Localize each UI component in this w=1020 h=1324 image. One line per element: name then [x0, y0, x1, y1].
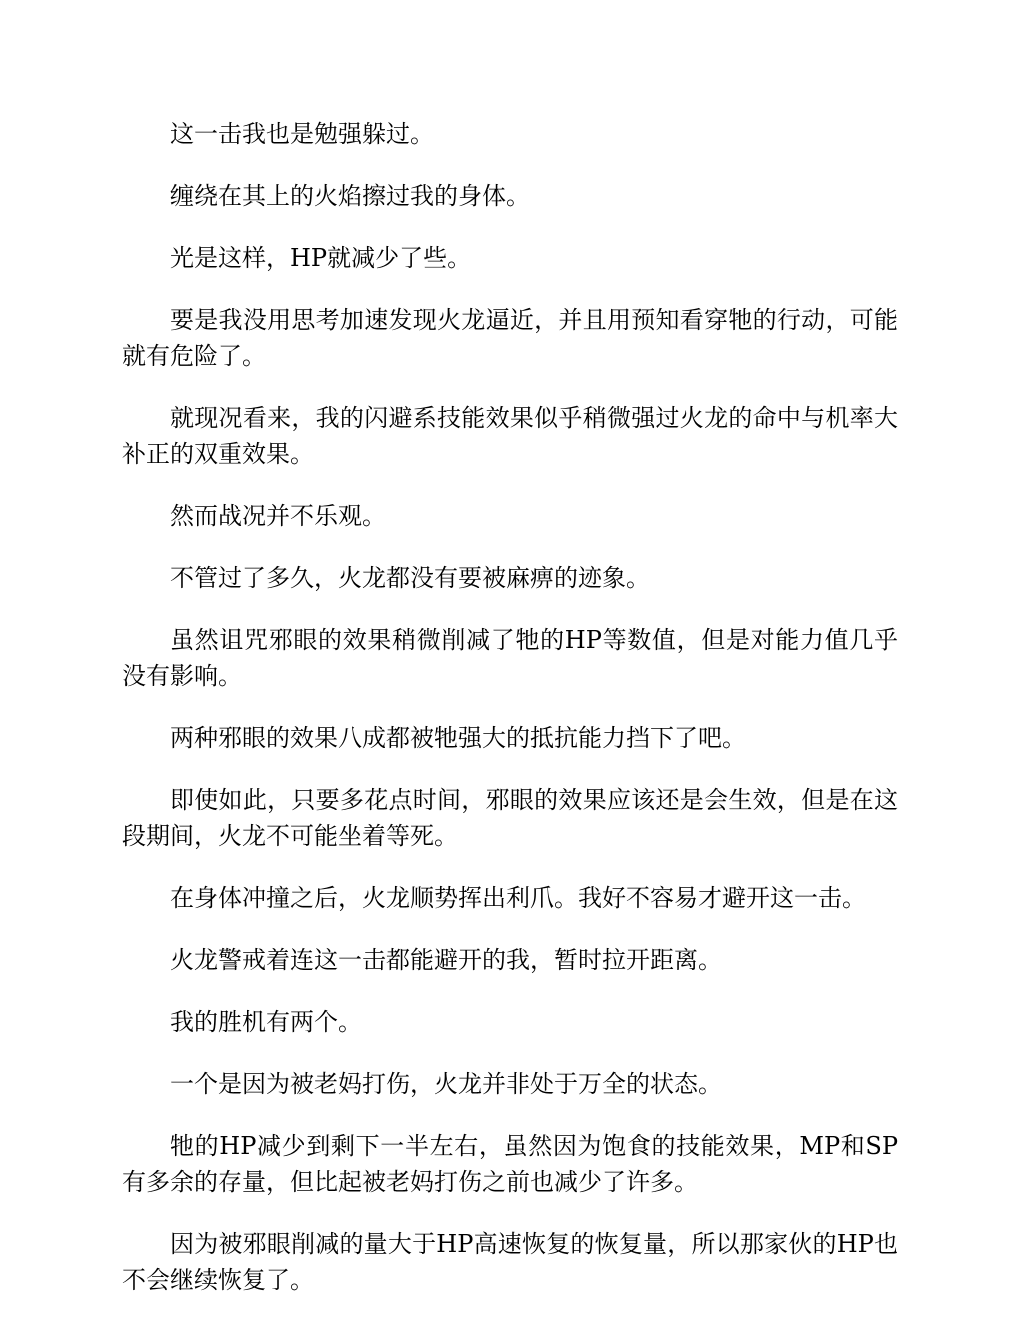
- paragraph: 不管过了多久，火龙都没有要被麻痹的迹象。: [170, 564, 650, 592]
- paragraph: 即使如此，只要多花点时间，邪眼的效果应该还是会生效，但是在这段期间，火龙不可能坐着等死。: [122, 786, 898, 850]
- paragraph: 一个是因为被老妈打伤，火龙并非处于万全的状态。: [170, 1070, 722, 1098]
- paragraph: 火龙警戒着连这一击都能避开的我，暂时拉开距离。: [170, 946, 722, 974]
- paragraph: 然而战况并不乐观。: [170, 502, 386, 530]
- paragraph: 因为被邪眼削减的量大于HP高速恢复的恢复量，所以那家伙的HP也不会继续恢复了。: [122, 1230, 898, 1294]
- paragraph: 牠的HP减少到剩下一半左右，虽然因为饱食的技能效果，MP和SP有多余的存量，但比起被老妈打伤之前也减少了许多。: [122, 1132, 898, 1196]
- paragraph: 这一击我也是勉强躲过。: [170, 120, 434, 148]
- paragraph: 虽然诅咒邪眼的效果稍微削减了牠的HP等数值，但是对能力值几乎没有影响。: [122, 626, 898, 690]
- paragraph: 两种邪眼的效果八成都被牠强大的抵抗能力挡下了吧。: [170, 724, 746, 752]
- paragraph: 我的胜机有两个。: [170, 1008, 362, 1036]
- paragraph: 光是这样，HP就减少了些。: [170, 244, 472, 272]
- paragraph: 要是我没用思考加速发现火龙逼近，并且用预知看穿牠的行动，可能就有危险了。: [122, 306, 898, 370]
- document-page: [122, 116, 898, 1324]
- paragraph: 缠绕在其上的火焰擦过我的身体。: [170, 182, 530, 210]
- paragraph: 在身体冲撞之后，火龙顺势挥出利爪。我好不容易才避开这一击。: [170, 884, 866, 912]
- paragraph: 就现况看来，我的闪避系技能效果似乎稍微强过火龙的命中与机率大补正的双重效果。: [122, 404, 898, 468]
